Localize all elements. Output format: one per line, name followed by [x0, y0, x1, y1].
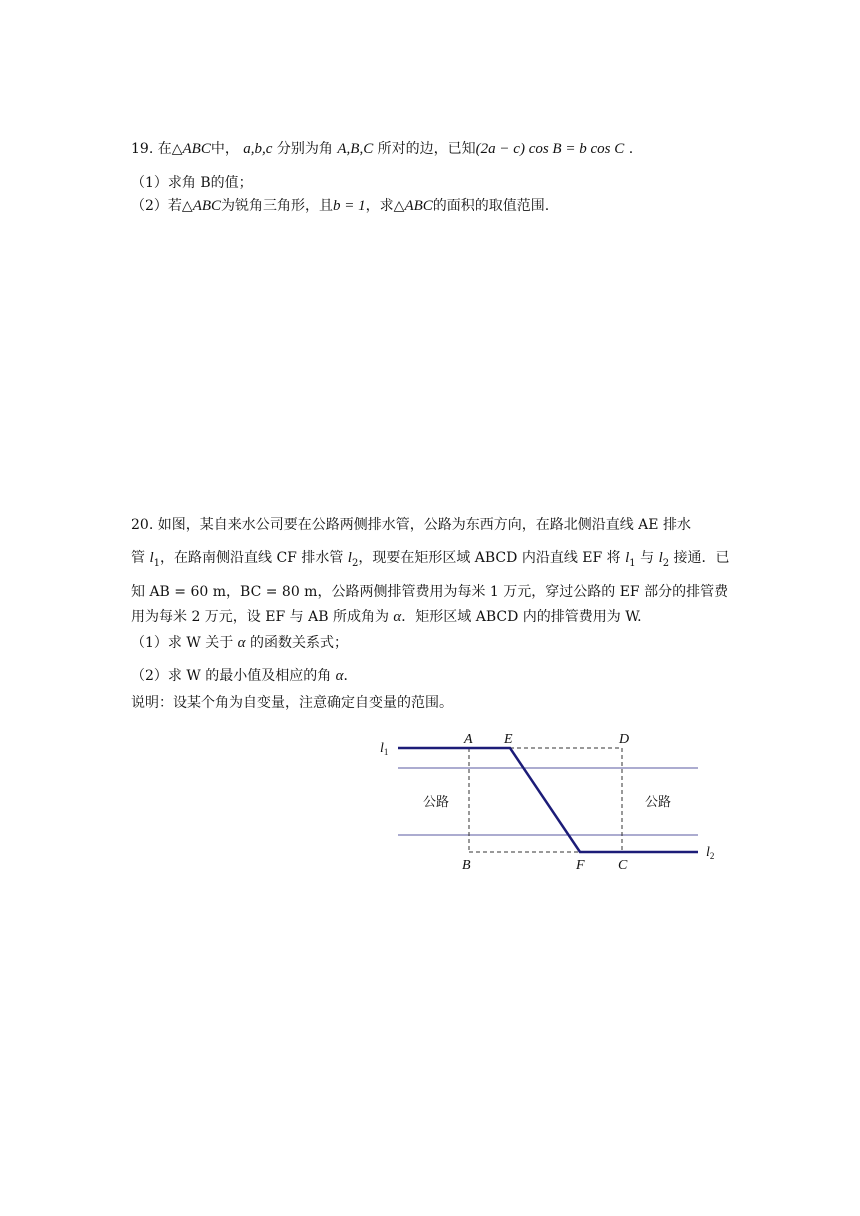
road-label-right: 公路: [645, 795, 672, 810]
label-l2: $l_2$: [706, 845, 715, 861]
q20-line4: 用为每米 2 万元，设 EF 与 AB 所成角为 α．矩形区域 ABCD 内的排管费用为 W.: [131, 609, 642, 625]
label-B: B: [462, 858, 471, 873]
q20-part2: （2）求 W 的最小值及相应的角 α．: [131, 668, 358, 684]
label-l1: $l_1$: [380, 741, 389, 757]
label-D: D: [619, 732, 630, 747]
q20-line3: 知 AB = 60 m，BC = 80 m，公路两侧排管费用为每米 1 万元，穿过公路的 EF 部分的排管费: [131, 584, 729, 600]
q19-part1: （1）求角 B的值；: [131, 175, 253, 191]
label-E: E: [504, 732, 513, 747]
q20-line2: 管 $l_1$，在路南侧沿直线 CF 排水管 $l_2$，现要在矩形区域 ABCD 内沿直线 EF 将 $l_1$ 与 $l_2$ 接通．已: [131, 550, 730, 569]
label-A: A: [464, 732, 473, 747]
label-C: C: [618, 858, 628, 873]
q20-part1: （1）求 W 关于 α 的函数关系式；: [131, 635, 348, 651]
pipe-road-diagram: [376, 728, 726, 878]
road-label-left: 公路: [423, 795, 450, 810]
q19-condition: (2a − c) cos B = b cos C: [475, 141, 625, 157]
q20-note: 说明：设某个角为自变量，注意确定自变量的范围。: [131, 695, 453, 711]
q20-line1: 20. 如图，某自来水公司要在公路两侧排水管，公路为东西方向，在路北侧沿直线 AE 排水: [131, 517, 691, 533]
q19-part2: （2）若△ABC为锐角三角形，且b = 1，求△ABC的面积的取值范围.: [131, 198, 550, 214]
q19-stem: 19. 在△ABC中， a,b,c 分别为角 A,B,C 所对的边，已知(2a − c) cos B = b cos C .: [131, 141, 634, 157]
label-F: F: [576, 858, 585, 873]
q19-number: 19.: [131, 141, 154, 157]
